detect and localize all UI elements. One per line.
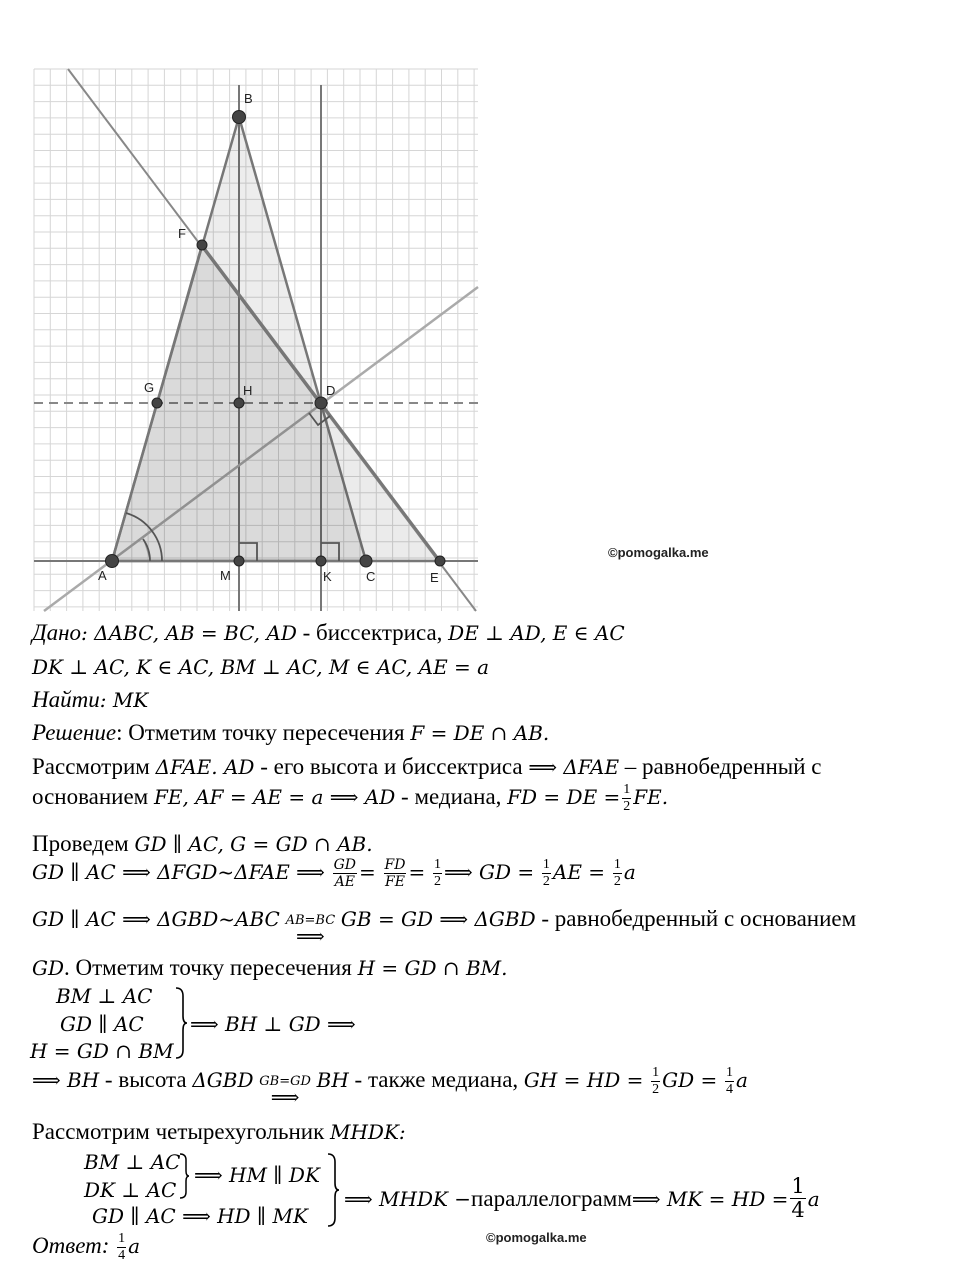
point-k (316, 556, 326, 566)
label-g: G (144, 380, 155, 395)
system-2-result: ⟹ MHDK − параллелограмм ⟹ MK = HD = $\frac{1}{4}$ a (344, 1174, 820, 1222)
given-line-2: DK ⊥ AC, K ∈ AC, BM ⊥ AC, M ∈ AC, AE = a (32, 655, 490, 679)
watermark-bottom: ©pomogalka.me (486, 1230, 587, 1245)
point-b (233, 111, 246, 124)
label-d: D (326, 383, 336, 398)
system-1-row-3: H = GD ∩ BM (30, 1039, 174, 1063)
find-line: Найти: MK (32, 687, 149, 712)
label-b: B (244, 91, 253, 106)
answer-line: Ответ: $\frac{1}{4}$ a (32, 1231, 141, 1263)
label-h: H (243, 383, 253, 398)
bh-line: ⟹ BH - высота ΔGBD GB=GD ⟹ BH - также медиана, GH = HD = $\frac{1}{2}$ GD = $\frac{1}{4}$ a (32, 1065, 748, 1109)
label-m: M (220, 568, 231, 583)
label-e: E (430, 570, 439, 585)
watermark-top: ©pomogalka.me (608, 545, 709, 560)
similarity-line-1: GD ∥ AC ⟹ ΔFGD~ΔFAE ⟹ $\frac{GD}{AE}$ = $\frac{FD}{FE}$ = $\frac{1}{2}$ ⟹ GD = $\frac{1}{2}$ AE = $\frac{1}{2}$ a (32, 857, 636, 890)
label-f: F (178, 226, 186, 241)
point-c (360, 555, 372, 567)
system-2-row-1: BM ⊥ AC (84, 1150, 181, 1174)
system-1 (30, 984, 370, 1063)
system-2 (30, 1150, 890, 1230)
system-1-result: ⟹ BH ⊥ GD ⟹ (190, 1012, 356, 1036)
draw-line: Проведем GD ∥ AC, G = GD ∩ AB. (32, 831, 373, 856)
point-a (106, 555, 119, 568)
geometry-figure (30, 65, 480, 613)
label-c: C (366, 569, 376, 584)
label-k: K (323, 569, 332, 584)
point-f (197, 240, 207, 250)
system-2-row-2: DK ⊥ AC (84, 1178, 177, 1202)
system-1-row-2: GD ∥ AC (60, 1012, 144, 1036)
label-a: A (98, 568, 107, 583)
given-line-1: Дано: ΔABC, AB = BC, AD - биссектриса, DE ⊥ AD, E ∈ AC (32, 620, 625, 645)
point-m (234, 556, 244, 566)
base-line: основанием FE, AF = AE = a ⟹ AD - медиана, FD = DE = $\frac{1}{2}$ FE. (32, 782, 669, 814)
consider-line: Рассмотрим ΔFAE. AD - его высота и биссектриса ⟹ ΔFAE – равнобедренный с (32, 754, 822, 779)
point-g (152, 398, 162, 408)
system-1-row-1: BM ⊥ AC (56, 984, 153, 1008)
point-e (435, 556, 445, 566)
point-h (234, 398, 244, 408)
shaded-triangles (112, 117, 440, 561)
gd-line: GD. Отметим точку пересечения H = GD ∩ BM. (32, 955, 508, 980)
system-2-inner-result: ⟹ HM ∥ DK (194, 1163, 320, 1187)
solution-line: Решение: Отметим точку пересечения F = DE ∩ AB. (32, 720, 550, 745)
quad-line: Рассмотрим четырехугольник MHDK: (32, 1119, 406, 1144)
brace-1 (174, 986, 188, 1060)
system-2-row-3: GD ∥ AC ⟹ HD ∥ MK (92, 1204, 308, 1228)
brace-2-inner (178, 1152, 190, 1200)
brace-2-outer (326, 1152, 340, 1228)
similarity-line-2: GD ∥ AC ⟹ ΔGBD~ABC AB=BC ⟹ GB = GD ⟹ ΔGBD - равнобедренный с основанием (32, 906, 857, 948)
point-d (315, 397, 327, 409)
